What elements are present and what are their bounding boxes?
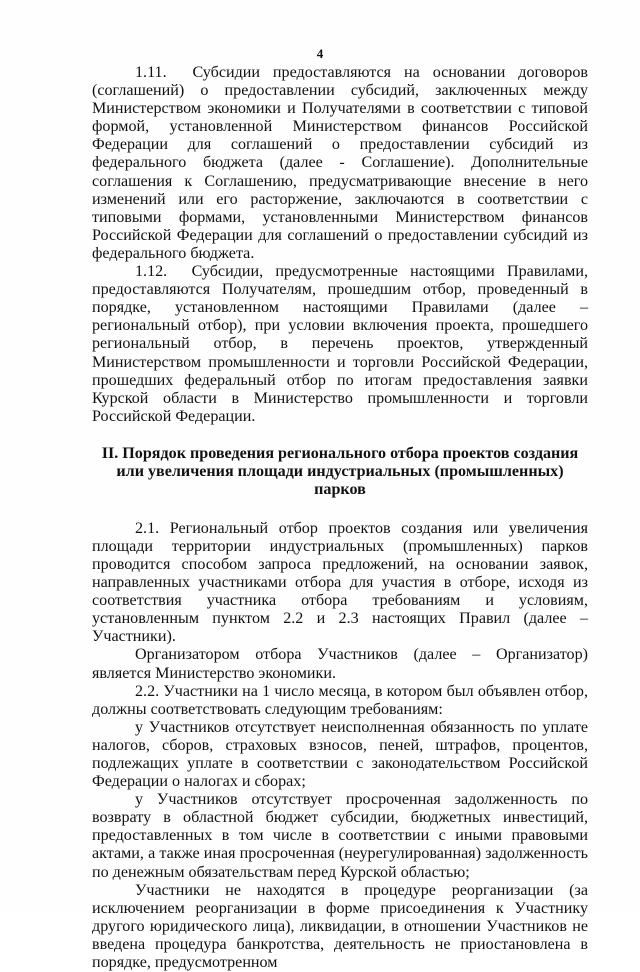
paragraph-organizer: Организатором отбора Участников (далее – Организатор) является Министерство экономики.: [92, 646, 588, 682]
paragraph-requirement-debt: у Участников отсутствует просроченная задолженность по возврату в областной бюджет субсидии, бюджетных инвестиций, предоставленных в том числе в соответствии с иными правовыми актами, а также иная просроченная (неурегулированная) задолженность по денежным обязательствам перед Курской областью;: [92, 791, 588, 881]
paragraph-requirement-reorganization: Участники не находятся в процедуре реорганизации (за исключением реорганизации в форме присоединения к Участнику другого юридического лица), ликвидации, в отношении Участников не введена процедура банкротства, деятельность не приостановлена в порядке, предусмотренном: [92, 881, 588, 972]
section-heading: [92, 445, 588, 500]
section-heading-line-2: или увеличения площади индустриальных (промышленных) парков: [116, 463, 564, 499]
paragraph-1-11: 1.11. Субсидии предоставляются на основании договоров (соглашений) о предоставлении субсидий, заключенных между Министерством экономики и Получателями в соответствии с типовой формой, установленной Министерством финансов Российской Федерации для соглашений о предоставлении субсидий из федерального бюджета (далее - Соглашение). Дополнительные соглашения к Соглашению, предусматривающие внесение в него изменений или его расторжение, заключаются в соответствии с типовыми формами, установленными Министерством финансов Российской Федерации для соглашений о предоставлении субсидий из федерального бюджета.: [92, 64, 588, 262]
section-heading-line-1: II. Порядок проведения регионального отбора проектов создания: [101, 444, 579, 462]
document-body: [92, 64, 588, 972]
paragraph-2-2: 2.2. Участники на 1 число месяца, в котором был объявлен отбор, должны соответствовать следующим требованиям:: [92, 682, 588, 718]
paragraph-1-12: 1.12. Субсидии, предусмотренные настоящими Правилами, предоставляются Получателям, прошедшим отбор, проведенный в порядке, установленном настоящими Правилами (далее – региональный отбор), при условии включения проекта, прошедшего региональный отбор, в перечень проектов, утвержденный Министерством промышленности и торговли Российской Федерации, прошедших федеральный отбор по итогам предоставления заявки Курской области в Министерство промышленности и торговли Российской Федерации.: [92, 263, 588, 425]
paragraph-requirement-taxes: у Участников отсутствует неисполненная обязанность по уплате налогов, сборов, страховых взносов, пеней, штрафов, процентов, подлежащих уплате в соответствии с законодательством Российской Федерации о налогах и сборах;: [92, 718, 588, 791]
page-number: 4: [316, 46, 324, 61]
paragraph-2-1: 2.1. Региональный отбор проектов создания или увеличения площади территории индустриальных (промышленных) парков проводится способом запроса предложений, на основании заявок, направленных участниками отбора для участия в отборе, исходя из соответствия участника отбора требованиям и условиям, установленным пунктом 2.2 и 2.3 настоящих Правил (далее – Участники).: [92, 519, 588, 646]
